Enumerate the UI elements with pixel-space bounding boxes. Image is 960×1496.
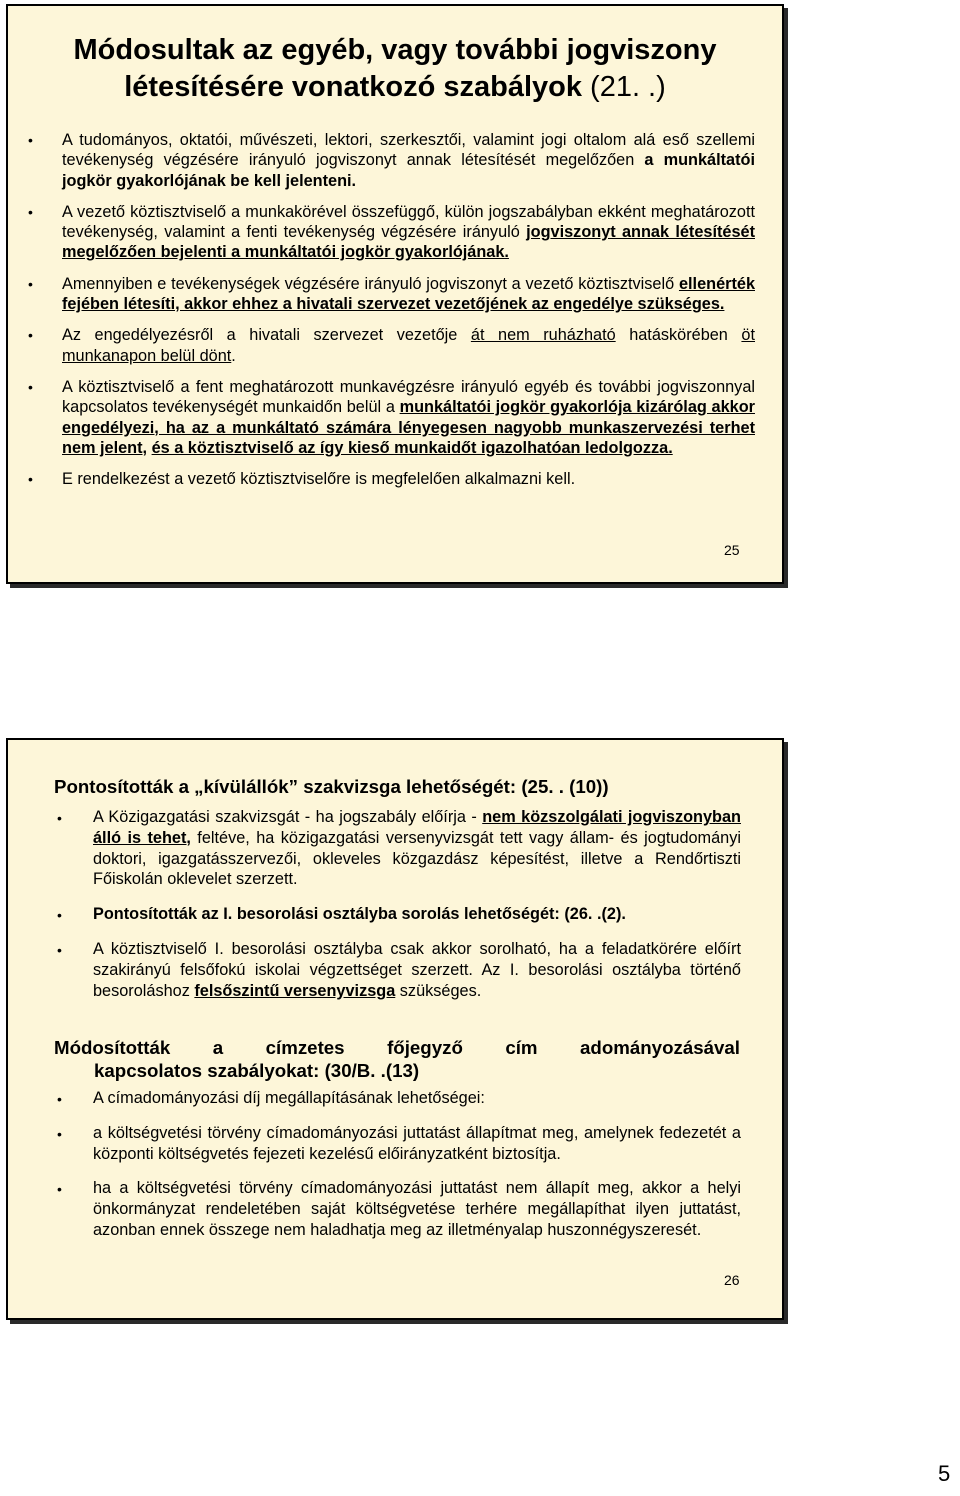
list-item (57, 904, 741, 925)
bullet-icon: • (28, 378, 33, 395)
page-number: 5 (938, 1461, 951, 1486)
item-text: Amennyiben e tevékenységek végzésére irányuló jogviszonyt a vezető köztisztviselő (62, 274, 679, 293)
bullet-icon: • (57, 1181, 62, 1198)
slide-page-number: 26 (724, 1272, 740, 1288)
item-text: feltéve, ha közigazgatási versenyvizsgát tett vagy állam- és jogtudományi doktori, igazgatásszervezői, okleveles közgazdász képesítést, illetve a Rendőrtiszti Főiskolán oklevelet szerzett. (93, 828, 741, 889)
list-item (28, 274, 755, 315)
section-heading-continued: kapcsolatos szabályokat: (30/B. .(13) (94, 1060, 420, 1081)
item-text: Az engedélyezésről a hivatali szervezet vezetője (62, 326, 471, 345)
bullet-list (28, 130, 756, 500)
bullet-icon: • (28, 132, 33, 148)
list-item (57, 1088, 741, 1109)
bullet-icon: • (28, 327, 33, 344)
list-item (28, 202, 755, 263)
list-item (28, 130, 755, 191)
item-text: hatáskörében (615, 326, 742, 345)
bullet-icon: • (28, 275, 33, 292)
slide-25 (6, 4, 784, 584)
title-line-2-text: létesítésére vonatkozó szabályok (124, 71, 591, 103)
item-bold-underlined-text: munkáltatói jogkör gyakorlója kizárólag akkor engedélyezi, ha az a munkáltató számára lényegesen nagyobb munkaszervezési terhet nem jelent, (62, 398, 755, 457)
item-bold-text: Pontosították az I. besorolási osztályba sorolás lehetőségét: (26. .(2). (93, 905, 626, 924)
item-bold-underlined-text: nem közszolgálati jogviszonyban álló is tehet, (93, 808, 741, 847)
title-line-2 (8, 69, 782, 106)
section-heading: Módosították a címzetes főjegyző cím adományozásával (54, 1037, 740, 1058)
item-underlined-text: öt munkanapon belül dönt (62, 326, 756, 365)
slide-title (8, 32, 782, 106)
item-text: E rendelkezést a vezető köztisztviselőre is megfelelően alkalmazni kell. (62, 470, 576, 489)
item-text: A köztisztviselő I. besorolási osztályba csak akkor sorolható, ha a feladatkörére előírt szakirányú felsőfokú iskolai végzettséget szerzett. Az I. besorolási osztályba történő besoroláshoz (93, 939, 741, 1000)
item-bold-underlined-text: felsőszintű versenyvizsga (194, 981, 396, 1000)
list-item (57, 939, 741, 1001)
list-item (57, 1123, 741, 1165)
list-item (57, 1178, 741, 1240)
item-text: ha a költségvetési törvény címadományozási juttatást nem állapít meg, akkor a helyi önkormányzat rendeletében saját költségvetése terhére megállapíthat ilyen juttatást, azonban ennek összege nem haladhatja meg az illetményalap huszonnégyszeresét. (93, 1179, 741, 1239)
list-item (28, 377, 755, 458)
item-text: . (231, 346, 236, 365)
item-text: A Közigazgatási szakvizsgát - ha jogszabály előírja - (93, 808, 483, 826)
item-bold-text: a munkáltatói jogkör gyakorlójának be kell jelenteni. (62, 151, 755, 190)
item-text: A vezető köztisztviselő a munkakörével összefüggő, külön jogszabályban ekként meghatározott tevékenység, valamint a fenti tevékenység végzésére irányuló (62, 202, 755, 242)
list-item (28, 469, 755, 489)
item-bold-underlined-text: ellenérték fejében létesíti, akkor ehhez a hivatali szervezet vezetőjének az engedélye szükséges. (62, 274, 755, 314)
bullet-icon: • (57, 941, 62, 958)
bullet-icon: • (57, 1125, 62, 1142)
section-heading: Pontosították a „kívülállók” szakvizsga lehetőségét: (25. . (10)) (54, 776, 609, 797)
bullet-list (57, 1088, 741, 1255)
bullet-icon: • (28, 203, 33, 220)
bullet-icon: • (57, 907, 62, 924)
item-underlined-text: át nem ruházható (470, 326, 616, 345)
list-item (28, 325, 756, 366)
bullet-list (57, 807, 741, 1015)
item-text: A címadományozási díj megállapításának lehetőségei: (93, 1089, 485, 1107)
item-bold-underlined-text: és a köztisztviselő az így kieső munkaidőt igazolhatóan ledolgozza. (151, 438, 673, 457)
item-text: A köztisztviselő a fent meghatározott munkavégzésre irányuló egyéb és további jogviszonnyal kapcsolatos tevékenységét munkaidőn belül a (62, 377, 755, 417)
slide-page-number: 25 (724, 542, 740, 558)
title-reference: (21. .) (590, 71, 666, 103)
bullet-icon: • (28, 471, 33, 488)
item-text: A tudományos, oktatói, művészeti, lektori, szerkesztői, valamint jogi oltalom alá eső szellemi tevékenység végzésére irányuló jogviszonyt annak létesítését megelőzően (62, 131, 755, 170)
title-line-1: Módosultak az egyéb, vagy további jogviszony (73, 34, 717, 66)
item-bold-underlined-text: jogviszonyt annak létesítését megelőzően bejelenti a munkáltatói jogkör gyakorlójának. (62, 223, 755, 262)
slide-26 (6, 738, 784, 1320)
item-text: a költségvetési törvény címadományozási juttatást állapítmat meg, amelynek fedezetét a központi költségvetés fejezeti kezelésű előirányzatként biztosítja. (93, 1123, 741, 1163)
list-item (57, 807, 741, 890)
bullet-icon: • (57, 1091, 62, 1107)
bullet-icon: • (57, 810, 62, 826)
item-text: szükséges. (395, 981, 482, 1000)
